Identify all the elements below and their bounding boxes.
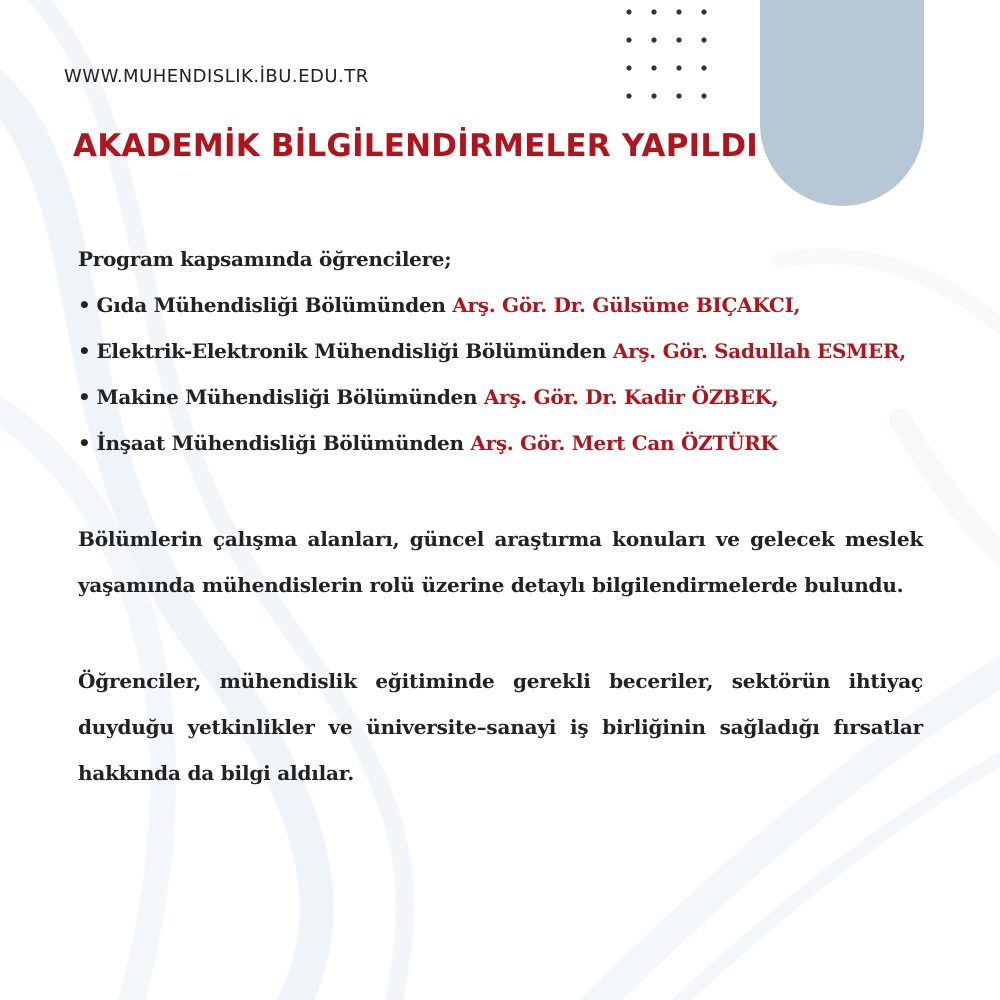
speaker-list <box>78 282 923 466</box>
paragraph-departments: Bölümlerin çalışma alanları, güncel araştırma konuları ve gelecek meslek yaşamında mühendislerin rolü üzerine detaylı bilgilendirmelerde bulundu. <box>78 527 923 597</box>
department-text: Gıda Mühendisliği Bölümünden <box>96 293 446 317</box>
bullet: • <box>78 293 91 317</box>
announcement-body <box>78 236 923 796</box>
bullet: • <box>78 431 91 455</box>
person-name: Arş. Gör. Dr. Kadir ÖZBEK, <box>483 385 779 409</box>
dot-grid-icon <box>620 4 720 104</box>
page-title: AKADEMİK BİLGİLENDİRMELER YAPILDI <box>73 128 758 164</box>
bullet: • <box>78 339 91 363</box>
paragraph-students: Öğrenciler, mühendislik eğitiminde gerekli beceriler, sektörün ihtiyaç duyduğu yetkinlikler ve üniversite–sanayi iş birliğinin sağladığı fırsatlar hakkında da bilgi aldılar. <box>78 669 923 785</box>
department-text: İnşaat Mühendisliği Bölümünden <box>96 431 464 455</box>
department-text: Elektrik-Elektronik Mühendisliği Bölümünden <box>96 339 607 363</box>
decorative-blue-tab <box>760 0 924 206</box>
list-item <box>78 420 923 466</box>
list-item <box>78 374 923 420</box>
department-text: Makine Mühendisliği Bölümünden <box>96 385 478 409</box>
bullet: • <box>78 385 91 409</box>
person-name: Arş. Gör. Dr. Gülsüme BIÇAKCI, <box>452 293 801 317</box>
site-url: WWW.MUHENDISLIK.İBU.EDU.TR <box>64 66 369 87</box>
intro-text: Program kapsamında öğrencilere; <box>78 247 452 271</box>
list-item <box>78 328 923 374</box>
list-item <box>78 282 923 328</box>
person-name: Arş. Gör. Sadullah ESMER, <box>612 339 906 363</box>
person-name: Arş. Gör. Mert Can ÖZTÜRK <box>470 431 778 455</box>
